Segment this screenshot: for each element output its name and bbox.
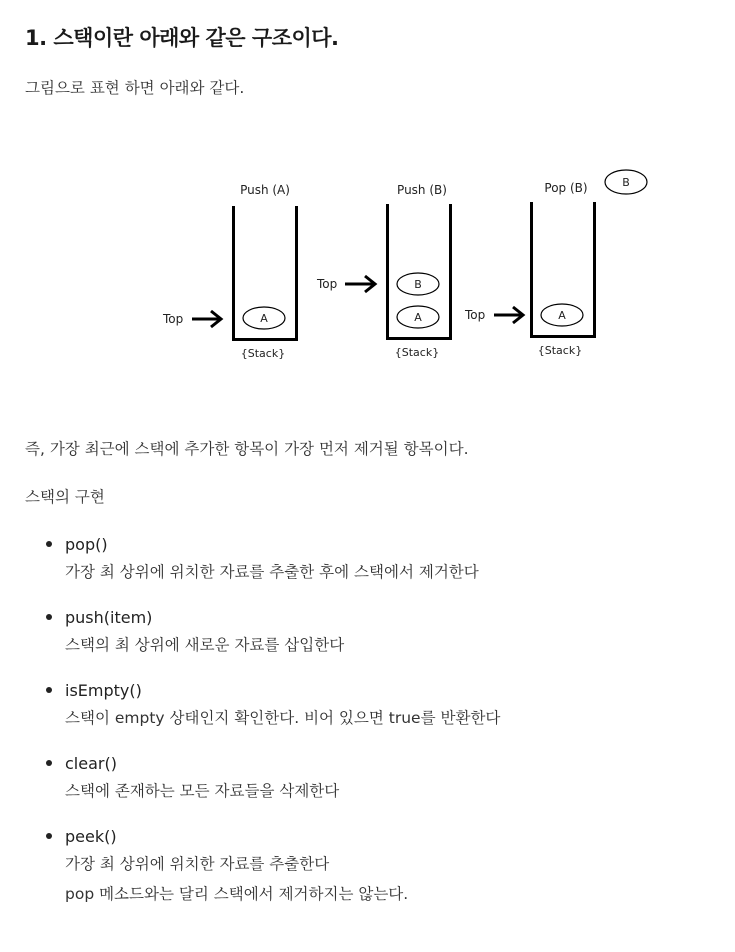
bullet-icon	[46, 687, 52, 693]
stack-diagram	[0, 160, 735, 380]
method-name: pop()	[65, 535, 108, 554]
list-item	[0, 825, 735, 909]
list-item	[0, 752, 735, 806]
bullet-icon	[46, 614, 52, 620]
stack-label: Pop (B)	[544, 181, 588, 195]
bullet-icon	[46, 760, 52, 766]
intro-text: 그림으로 표현 하면 아래와 같다.	[25, 79, 245, 97]
stack-item-label: B	[414, 278, 422, 291]
method-description: 스택이 empty 상태인지 확인한다. 비어 있으면 true를 반환한다	[65, 709, 501, 727]
method-name: isEmpty()	[65, 681, 142, 700]
bullet-icon	[46, 541, 52, 547]
stack-push-a	[162, 183, 297, 360]
method-description: 스택의 최 상위에 새로운 자료를 삽입한다	[65, 636, 345, 654]
stack-push-b	[316, 183, 451, 359]
stack-item-label: A	[414, 311, 422, 324]
list-item	[0, 606, 735, 660]
bullet-icon	[46, 833, 52, 839]
page-title: 1. 스택이란 아래와 같은 구조이다.	[25, 26, 339, 50]
list-item	[0, 679, 735, 733]
top-arrow-icon	[192, 311, 221, 327]
stack-caption: {Stack}	[240, 347, 286, 360]
top-arrow-icon	[494, 307, 523, 323]
stack-label: Push (B)	[397, 183, 447, 197]
summary-text: 즉, 가장 최근에 스택에 추가한 항목이 가장 먼저 제거될 항목이다.	[25, 440, 469, 458]
stack-item-label: A	[558, 309, 566, 322]
stack-caption: {Stack}	[537, 344, 583, 357]
stack-pop-b	[464, 170, 647, 357]
method-description: 스택에 존재하는 모든 자료들을 삭제한다	[65, 782, 340, 800]
top-label: Top	[163, 312, 184, 326]
stack-caption: {Stack}	[394, 346, 440, 359]
method-name: clear()	[65, 754, 117, 773]
top-label: Top	[465, 308, 486, 322]
stack-label: Push (A)	[240, 183, 290, 197]
top-label: Top	[317, 277, 338, 291]
stack-item-label: A	[260, 312, 268, 325]
method-name: push(item)	[65, 608, 153, 627]
popped-item-label: B	[622, 176, 630, 189]
implementation-heading: 스택의 구현	[25, 488, 105, 506]
method-description: 가장 최 상위에 위치한 자료를 추출한 후에 스택에서 제거한다	[65, 563, 479, 581]
method-name: peek()	[65, 827, 117, 846]
method-list	[0, 533, 735, 928]
top-arrow-icon	[345, 276, 375, 292]
list-item	[0, 533, 735, 587]
method-description: pop 메소드와는 달리 스택에서 제거하지는 않는다.	[65, 885, 409, 903]
method-description: 가장 최 상위에 위치한 자료를 추출한다	[65, 855, 330, 873]
